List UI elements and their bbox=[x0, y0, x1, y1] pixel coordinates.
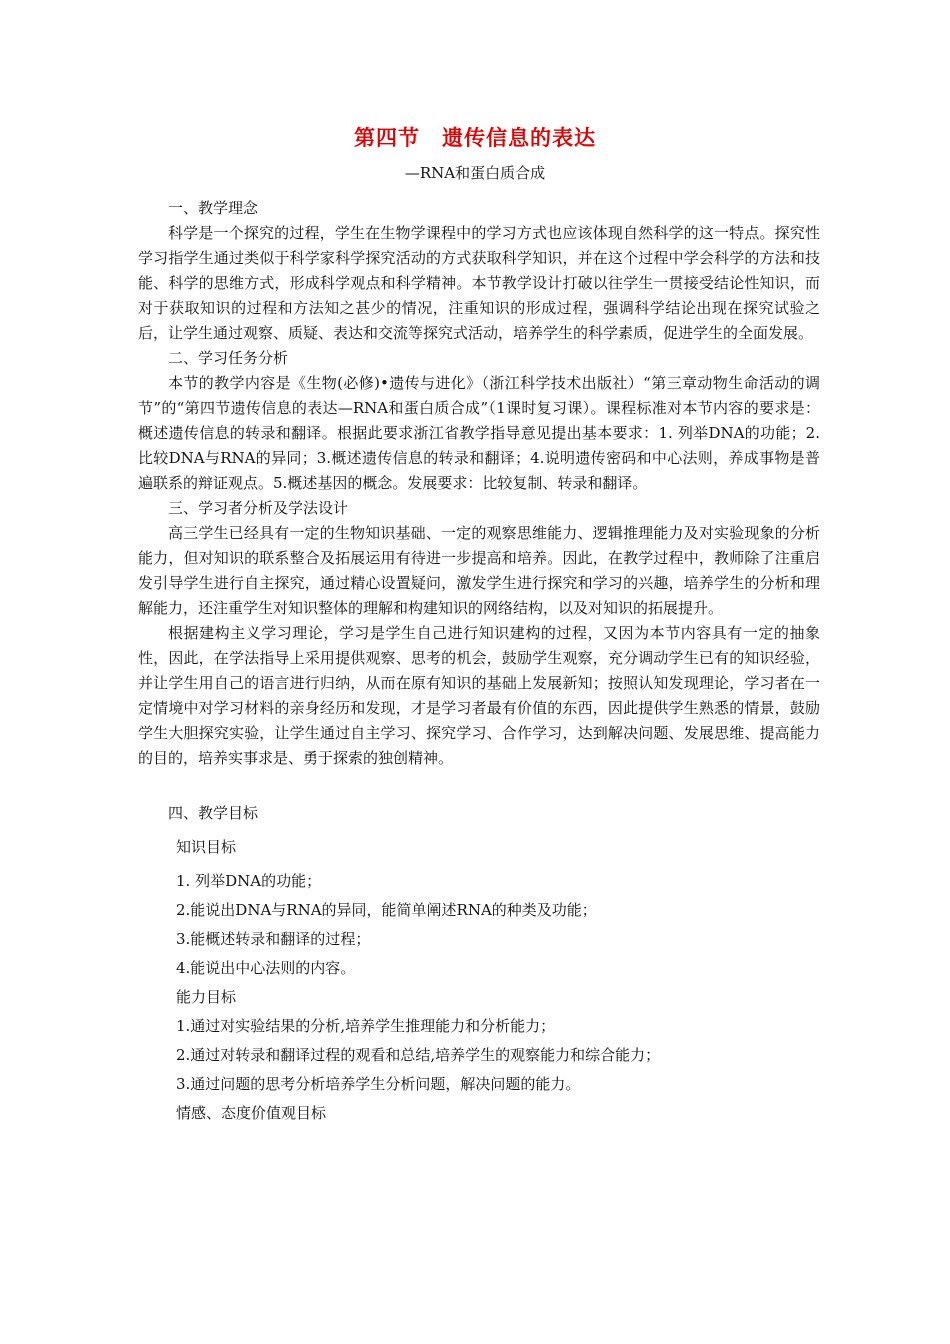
section-heading-2: 二、学习任务分析 bbox=[168, 349, 289, 367]
list-item: 1.通过对实验结果的分析,培养学生推理能力和分析能力； bbox=[176, 1017, 556, 1035]
list-item: 3.通过问题的思考分析培养学生分析问题，解决问题的能力。 bbox=[176, 1075, 581, 1093]
section-heading-3: 三、学习者分析及学法设计 bbox=[168, 499, 349, 517]
document-body bbox=[138, 196, 820, 1130]
emotion-objectives-title: 情感、态度价值观目标 bbox=[176, 1104, 327, 1122]
list-item: 4.能说出中心法则的内容。 bbox=[176, 959, 356, 977]
knowledge-objectives-title: 知识目标 bbox=[176, 838, 237, 856]
section-heading-4: 四、教学目标 bbox=[168, 804, 259, 822]
page-subtitle: —RNA和蛋白质合成 bbox=[404, 164, 546, 182]
list-item: 1. 列举DNA的功能； bbox=[176, 872, 322, 890]
list-item: 2.通过对转录和翻译过程的观看和总结,培养学生的观察能力和综合能力； bbox=[176, 1046, 661, 1064]
section-1-paragraph: 科学是一个探究的过程，学生在生物学课程中的学习方式也应该体现自然科学的这一特点。探究性学习指学生通过类似于科学家科学探究活动的方式获取科学知识，并在这个过程中学会科学的方法和技能、科学的思维方式，形成科学观点和科学精神。本节教学设计打破以往学生一贯接受结论性知识，而对于获取知识的过程和方法知之甚少的情况，注重知识的形成过程，强调科学结论出现在探究试验之后，让学生通过观察、质疑、表达和交流等探究式活动，培养学生的科学素质，促进学生的全面发展。 bbox=[138, 224, 820, 342]
ability-objectives-title: 能力目标 bbox=[176, 988, 237, 1006]
page-title: 第四节 遗传信息的表达 bbox=[354, 126, 596, 150]
section-3-paragraph-1: 高三学生已经具有一定的生物知识基础、一定的观察思维能力、逻辑推理能力及对实验现象的分析能力，但对知识的联系整合及拓展运用有待进一步提高和培养。因此，在教学过程中，教师除了注重启发引导学生进行自主探究，通过精心设置疑问，激发学生进行探究和学习的兴趣，培养学生的分析和理解能力，还注重学生对知识整体的理解和构建知识的网络结构，以及对知识的拓展提升。 bbox=[138, 524, 820, 617]
section-3-paragraph-2: 根据建构主义学习理论，学习是学生自己进行知识建构的过程，又因为本节内容具有一定的抽象性，因此，在学法指导上采用提供观察、思考的机会，鼓励学生观察，充分调动学生已有的知识经验，并让学生用自己的语言进行归纳，从而在原有知识的基础上发展新知；按照认知发现理论，学习者在一定情境中对学习材料的亲身经历和发现，才是学习者最有价值的东西，因此提供学生熟悉的情景，鼓励学生大胆探究实验，让学生通过自主学习、探究学习、合作学习，达到解决问题、发展思维、提高能力的目的，培养实事求是、勇于探索的独创精神。 bbox=[138, 624, 820, 767]
list-item: 3.能概述转录和翻译的过程； bbox=[176, 930, 371, 948]
section-2-paragraph: 本节的教学内容是《生物(必修)•遗传与进化》（浙江科学技术出版社）“第三章动物生命活动的调节”的“第四节遗传信息的表达—RNA和蛋白质合成”（1课时复习课）。课程标准对本节内容的要求是：概述遗传信息的转录和翻译。根据此要求浙江省教学指导意见提出基本要求：1. 列举DNA的功能；2.比较DNA与RNA的异同；3.概述遗传信息的转录和翻译；4.说明遗传密码和中心法则，养成事物是普遍联系的辩证观点。5.概述基因的概念。发展要求：比较复制、转录和翻译。 bbox=[138, 374, 820, 492]
objectives-list bbox=[138, 835, 820, 1126]
list-item: 2.能说出DNA与RNA的异同，能简单阐述RNA的种类及功能； bbox=[176, 901, 597, 919]
section-heading-1: 一、教学理念 bbox=[168, 199, 259, 217]
